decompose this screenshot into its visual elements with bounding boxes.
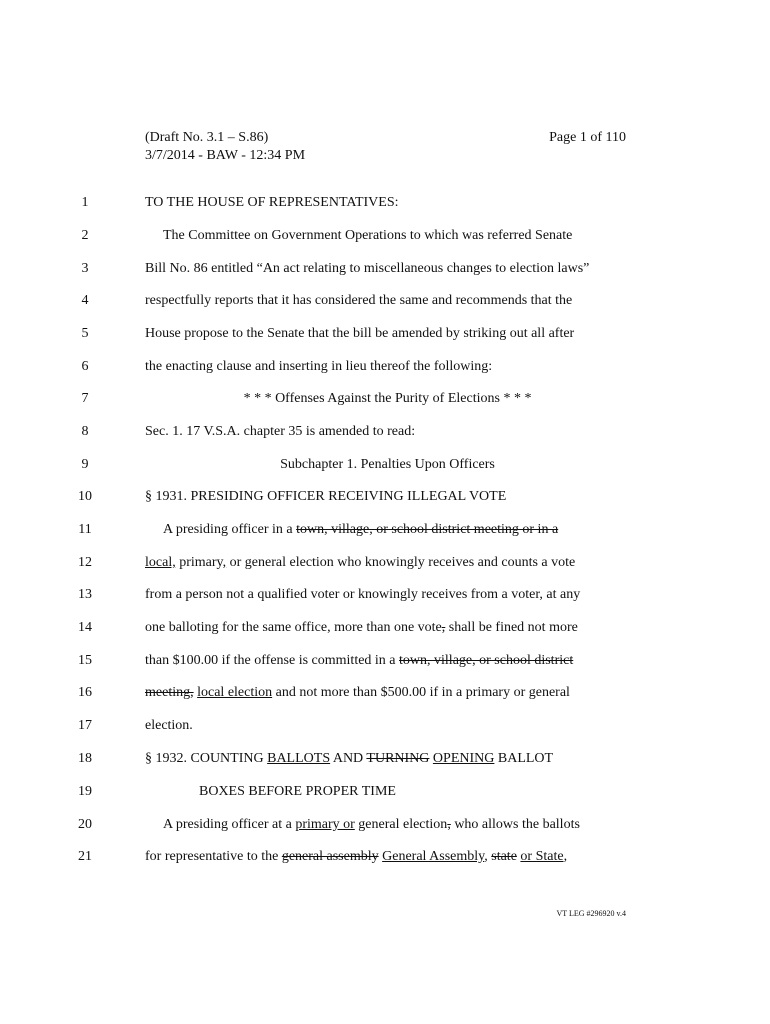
subchapter-heading: Subchapter 1. Penalties Upon Officers (280, 457, 495, 472)
body-line: House propose to the Senate that the bill be amended by striking out all after (145, 326, 575, 341)
text-run: or general election who knowingly receives and counts a vote (226, 555, 576, 570)
line-number: 8 (81, 424, 89, 439)
inserted-text: BALLOTS (267, 751, 331, 766)
text-run: than $100.00 if the offense is committed in a (145, 653, 400, 668)
body-line: from a person not a qualified voter or knowingly receives from a voter, at any (145, 587, 581, 602)
statute-heading-continued: BOXES BEFORE PROPER TIME (199, 784, 396, 799)
struck-text: TURNING (366, 751, 430, 766)
line-number: 16 (78, 685, 92, 700)
struck-text: , (441, 620, 446, 635)
page-indicator: Page 1 of 110 (549, 130, 626, 145)
text-run: who allows the ballots (450, 817, 580, 832)
statute-heading (145, 751, 630, 767)
struck-text: town, village, or school district (399, 653, 574, 668)
body-line (145, 620, 630, 636)
document-footer: VT LEG #296920 v.4 (556, 909, 626, 918)
text-run: for representative to the (145, 849, 282, 864)
line-number: 7 (81, 391, 89, 406)
body-line (145, 817, 648, 833)
struck-text: town, village, or school district meeting or in a (296, 522, 559, 537)
text-run: one balloting for the same office, more than one vote (145, 620, 442, 635)
line-number: 14 (78, 620, 92, 635)
body-line: The Committee on Government Operations to which was referred Senate (163, 228, 573, 243)
text-run: , (563, 849, 568, 864)
line-number: 1 (81, 195, 89, 210)
body-line (145, 685, 630, 701)
draft-number: (Draft No. 3.1 – S.86) (145, 130, 269, 145)
line-number: 19 (78, 784, 92, 799)
struck-text: meeting, (145, 685, 194, 700)
inserted-text: or State (520, 849, 564, 864)
struck-text: general assembly (281, 849, 379, 864)
text-run: A presiding officer at a (163, 817, 296, 832)
line-number: 4 (81, 293, 89, 308)
line-number: 13 (78, 587, 92, 602)
line-number: 6 (81, 359, 89, 374)
line-number: 11 (78, 522, 92, 537)
inserted-text: , (222, 555, 227, 570)
text-run: shall be fined not more (445, 620, 578, 635)
text-run: BALLOT (494, 751, 554, 766)
line-number: 15 (78, 653, 92, 668)
line-number: 20 (78, 817, 92, 832)
line-number: 18 (78, 751, 92, 766)
text-run: A presiding officer in a (163, 522, 297, 537)
draft-date: 3/7/2014 - BAW - 12:34 PM (145, 148, 306, 163)
inserted-text: General Assembly (382, 849, 485, 864)
line-number: 2 (81, 228, 89, 243)
line-number: 5 (81, 326, 89, 341)
text-run: and not more than $500.00 if in a primary or general (272, 685, 570, 700)
body-line: election. (145, 718, 193, 733)
body-line: respectfully reports that it has considered the same and recommends that the (145, 293, 573, 308)
body-line (145, 653, 630, 669)
line-number: 21 (78, 849, 92, 864)
section-divider-heading: * * * Offenses Against the Purity of Elections * * * (243, 391, 532, 406)
body-line: Bill No. 86 entitled “An act relating to miscellaneous changes to election laws” (145, 261, 590, 276)
section-line: Sec. 1. 17 V.S.A. chapter 35 is amended to read: (145, 424, 416, 439)
body-line (145, 555, 630, 571)
line-number: 12 (78, 555, 92, 570)
text-run: § 1932. COUNTING (145, 751, 268, 766)
struck-text: state (491, 849, 517, 864)
line-number: 3 (81, 261, 89, 276)
inserted-text: primary or (295, 817, 355, 832)
line-number: 9 (81, 457, 89, 472)
text-run: primary (175, 555, 223, 570)
addressee-line: TO THE HOUSE OF REPRESENTATIVES: (145, 195, 399, 210)
line-number: 10 (78, 489, 92, 504)
body-line (145, 849, 630, 865)
body-line (145, 522, 648, 538)
inserted-text: OPENING (432, 751, 495, 766)
struck-text: , (447, 817, 451, 832)
body-line: the enacting clause and inserting in lieu thereof the following: (145, 359, 493, 374)
text-run: , (484, 849, 492, 864)
text-run: general election (354, 817, 448, 832)
inserted-text: local, (145, 555, 176, 570)
inserted-text: local election (197, 685, 273, 700)
line-number: 17 (78, 718, 92, 733)
text-run: AND (330, 751, 367, 766)
statute-heading: § 1931. PRESIDING OFFICER RECEIVING ILLEGAL VOTE (145, 489, 507, 504)
draft-header (145, 129, 305, 165)
